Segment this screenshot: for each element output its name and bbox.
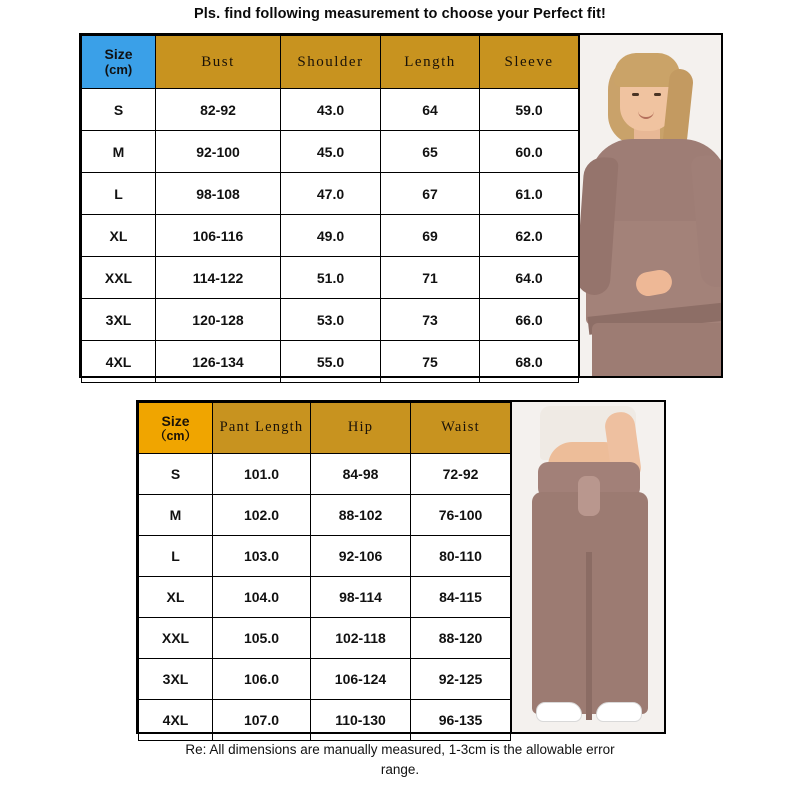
- table-row: [82, 173, 579, 215]
- cell-size: 3XL: [82, 299, 156, 341]
- cell-length: 64: [381, 89, 480, 131]
- cell-size: M: [82, 131, 156, 173]
- cell-size: XXL: [82, 257, 156, 299]
- cell-size: 4XL: [139, 700, 213, 741]
- bottom-size-chart-block: [136, 400, 666, 734]
- top-header-size: [82, 36, 156, 89]
- table-row: [139, 659, 511, 700]
- top-product-photo: [579, 35, 721, 376]
- pants-leg-gap: [586, 552, 592, 720]
- cell-length: 67: [381, 173, 480, 215]
- cell-hip: 110-130: [311, 700, 411, 741]
- footer-line-2: range.: [380, 762, 420, 778]
- cell-waist: 80-110: [411, 536, 511, 577]
- top-size-table: [81, 35, 579, 383]
- cell-size: 3XL: [139, 659, 213, 700]
- bottom-header-size-unit: （cm）: [153, 428, 198, 443]
- cell-sleeve: 64.0: [480, 257, 579, 299]
- cell-length: 75: [381, 341, 480, 383]
- table-row: [139, 618, 511, 659]
- cell-sleeve: 60.0: [480, 131, 579, 173]
- cell-waist: 96-135: [411, 700, 511, 741]
- cell-pant-length: 105.0: [213, 618, 311, 659]
- cell-sleeve: 62.0: [480, 215, 579, 257]
- top-header-size-label: Size: [104, 46, 133, 63]
- cell-size: XL: [139, 577, 213, 618]
- cell-bust: 82-92: [156, 89, 281, 131]
- table-row: [139, 577, 511, 618]
- cell-size: M: [139, 495, 213, 536]
- cell-shoulder: 49.0: [281, 215, 381, 257]
- footer-note: [80, 740, 720, 781]
- cell-hip: 92-106: [311, 536, 411, 577]
- cell-bust: 120-128: [156, 299, 281, 341]
- cell-bust: 114-122: [156, 257, 281, 299]
- top-size-chart-block: [79, 33, 723, 378]
- cell-shoulder: 55.0: [281, 341, 381, 383]
- cell-shoulder: 45.0: [281, 131, 381, 173]
- cell-waist: 72-92: [411, 454, 511, 495]
- top-table-header-row: [82, 36, 579, 89]
- cell-shoulder: 47.0: [281, 173, 381, 215]
- cell-shoulder: 53.0: [281, 299, 381, 341]
- table-row: [139, 454, 511, 495]
- model-eye-right: [654, 93, 661, 96]
- cell-waist: 88-120: [411, 618, 511, 659]
- cell-waist: 76-100: [411, 495, 511, 536]
- bottom-table-header-row: [139, 403, 511, 454]
- table-row: [82, 299, 579, 341]
- cell-pant-length: 101.0: [213, 454, 311, 495]
- top-header-size-unit: (cm): [104, 61, 133, 77]
- matching-pants: [592, 323, 721, 376]
- cell-hip: 84-98: [311, 454, 411, 495]
- top-header-length: Length: [381, 36, 480, 89]
- cell-size: L: [82, 173, 156, 215]
- model-eye-left: [632, 93, 639, 96]
- page-title: Pls. find following measurement to choose your Perfect fit!: [194, 6, 606, 22]
- cell-size: XXL: [139, 618, 213, 659]
- bottom-product-photo: [511, 402, 664, 732]
- cell-size: S: [139, 454, 213, 495]
- bottom-header-pant-length: Pant Length: [213, 403, 311, 454]
- cell-hip: 106-124: [311, 659, 411, 700]
- cell-pant-length: 104.0: [213, 577, 311, 618]
- cell-bust: 92-100: [156, 131, 281, 173]
- table-row: [82, 257, 579, 299]
- cell-sleeve: 66.0: [480, 299, 579, 341]
- cell-shoulder: 43.0: [281, 89, 381, 131]
- table-row: [139, 536, 511, 577]
- cell-hip: 102-118: [311, 618, 411, 659]
- cell-length: 71: [381, 257, 480, 299]
- table-row: [139, 495, 511, 536]
- bottom-size-table: [138, 402, 511, 741]
- cell-length: 73: [381, 299, 480, 341]
- cell-hip: 88-102: [311, 495, 411, 536]
- cell-size: L: [139, 536, 213, 577]
- top-header-bust: Bust: [156, 36, 281, 89]
- cell-bust: 126-134: [156, 341, 281, 383]
- table-row: [139, 700, 511, 741]
- cell-shoulder: 51.0: [281, 257, 381, 299]
- cell-bust: 98-108: [156, 173, 281, 215]
- cell-waist: 92-125: [411, 659, 511, 700]
- cell-waist: 84-115: [411, 577, 511, 618]
- bottom-header-hip: Hip: [311, 403, 411, 454]
- cell-bust: 106-116: [156, 215, 281, 257]
- cell-hip: 98-114: [311, 577, 411, 618]
- table-row: [82, 341, 579, 383]
- table-row: [82, 89, 579, 131]
- cell-size: XL: [82, 215, 156, 257]
- cell-length: 65: [381, 131, 480, 173]
- table-row: [82, 131, 579, 173]
- cell-sleeve: 59.0: [480, 89, 579, 131]
- shoe-left: [536, 702, 582, 722]
- table-row: [82, 215, 579, 257]
- cell-pant-length: 102.0: [213, 495, 311, 536]
- bottom-header-size-label: Size: [161, 412, 190, 429]
- cell-sleeve: 68.0: [480, 341, 579, 383]
- cell-sleeve: 61.0: [480, 173, 579, 215]
- top-header-shoulder: Shoulder: [281, 36, 381, 89]
- cell-size: S: [82, 89, 156, 131]
- cell-size: 4XL: [82, 341, 156, 383]
- pants-drawstring: [578, 476, 600, 516]
- shoe-right: [596, 702, 642, 722]
- footer-line-1: Re: All dimensions are manually measured, 1-3cm is the allowable error: [185, 742, 615, 757]
- cell-pant-length: 106.0: [213, 659, 311, 700]
- cell-pant-length: 103.0: [213, 536, 311, 577]
- bottom-header-size: [139, 403, 213, 454]
- cell-pant-length: 107.0: [213, 700, 311, 741]
- bottom-header-waist: Waist: [411, 403, 511, 454]
- cell-length: 69: [381, 215, 480, 257]
- top-header-sleeve: Sleeve: [480, 36, 579, 89]
